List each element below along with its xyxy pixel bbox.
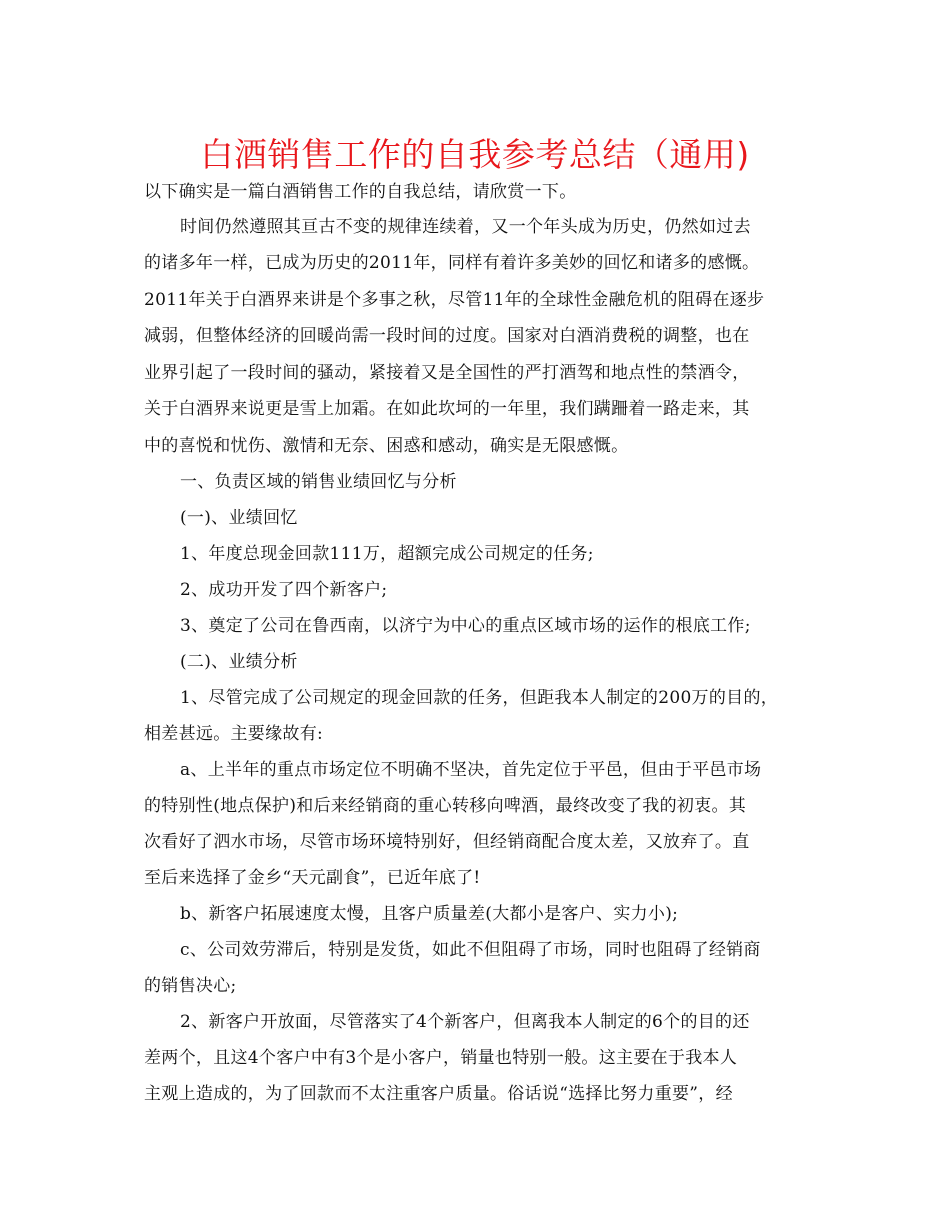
paragraph-line: 至后来选择了金乡“天元副食”，已近年底了! <box>144 868 481 888</box>
list-item: 1、年度总现金回款111万，超额完成公司规定的任务; <box>180 544 594 564</box>
subsection-heading: (一)、业绩回忆 <box>180 508 298 528</box>
paragraph-line: 的特别性(地点保护)和后来经销商的重心转移向啤酒，最终改变了我的初衷。其 <box>144 796 747 816</box>
paragraph-line: 的诸多年一样，已成为历史的2011年，同样有着许多美妙的回忆和诸多的感慨。 <box>144 253 760 273</box>
paragraph-line: 业界引起了一段时间的骚动，紧接着又是全国性的严打酒驾和地点性的禁酒令， <box>144 363 750 383</box>
paragraph-line: 2011年关于白酒界来讲是个多事之秋，尽管11年的全球性金融危机的阻碍在逐步 <box>144 290 765 310</box>
paragraph-line: 中的喜悦和忧伤、激情和无奈、困惑和感动，确实是无限感慨。 <box>144 436 629 456</box>
list-item: 2、成功开发了四个新客户; <box>180 580 388 600</box>
paragraph-line: 关于白酒界来说更是雪上加霜。在如此坎坷的一年里，我们蹒跚着一路走来，其 <box>144 399 750 419</box>
list-item: 3、奠定了公司在鲁西南，以济宁为中心的重点区域市场的运作的根底工作; <box>180 616 751 636</box>
paragraph-line: 主观上造成的，为了回款而不太注重客户质量。俗话说“选择比努力重要”，经 <box>144 1084 733 1104</box>
paragraph-line: 差两个，且这4个客户中有3个是小客户，销量也特别一般。这主要在于我本人 <box>144 1048 738 1068</box>
paragraph-line: 次看好了泗水市场，尽管市场环境特别好，但经销商配合度太差，又放弃了。直 <box>144 832 750 852</box>
paragraph-line: 1、尽管完成了公司规定的现金回款的任务，但距我本人制定的200万的目的， <box>180 688 779 708</box>
paragraph-line: 相差甚远。主要缘故有: <box>144 724 324 744</box>
section-heading: 一、负责区域的销售业绩回忆与分析 <box>180 472 457 492</box>
paragraph-line: 以下确实是一篇白酒销售工作的自我总结，请欣赏一下。 <box>144 182 577 202</box>
paragraph-line: 时间仍然遵照其亘古不变的规律连续着，又一个年头成为历史，仍然如过去 <box>180 217 751 237</box>
paragraph-line: 减弱，但整体经济的回暖尚需一段时间的过度。国家对白酒消费税的调整，也在 <box>144 326 750 346</box>
paragraph-line: 的销售决心; <box>144 976 237 996</box>
paragraph-line: c、公司效劳滞后，特别是发货，如此不但阻碍了市场，同时也阻碍了经销商 <box>180 940 761 960</box>
document-title: 白酒销售工作的自我参考总结（通用) <box>200 135 750 174</box>
paragraph-line: b、新客户拓展速度太慢，且客户质量差(大都小是客户、实力小); <box>180 904 679 924</box>
paragraph-line: 2、新客户开放面，尽管落实了4个新客户，但离我本人制定的6个的目的还 <box>180 1012 750 1032</box>
subsection-heading: (二)、业绩分析 <box>180 652 298 672</box>
paragraph-line: a、上半年的重点市场定位不明确不坚决，首先定位于平邑，但由于平邑市场 <box>180 760 762 780</box>
